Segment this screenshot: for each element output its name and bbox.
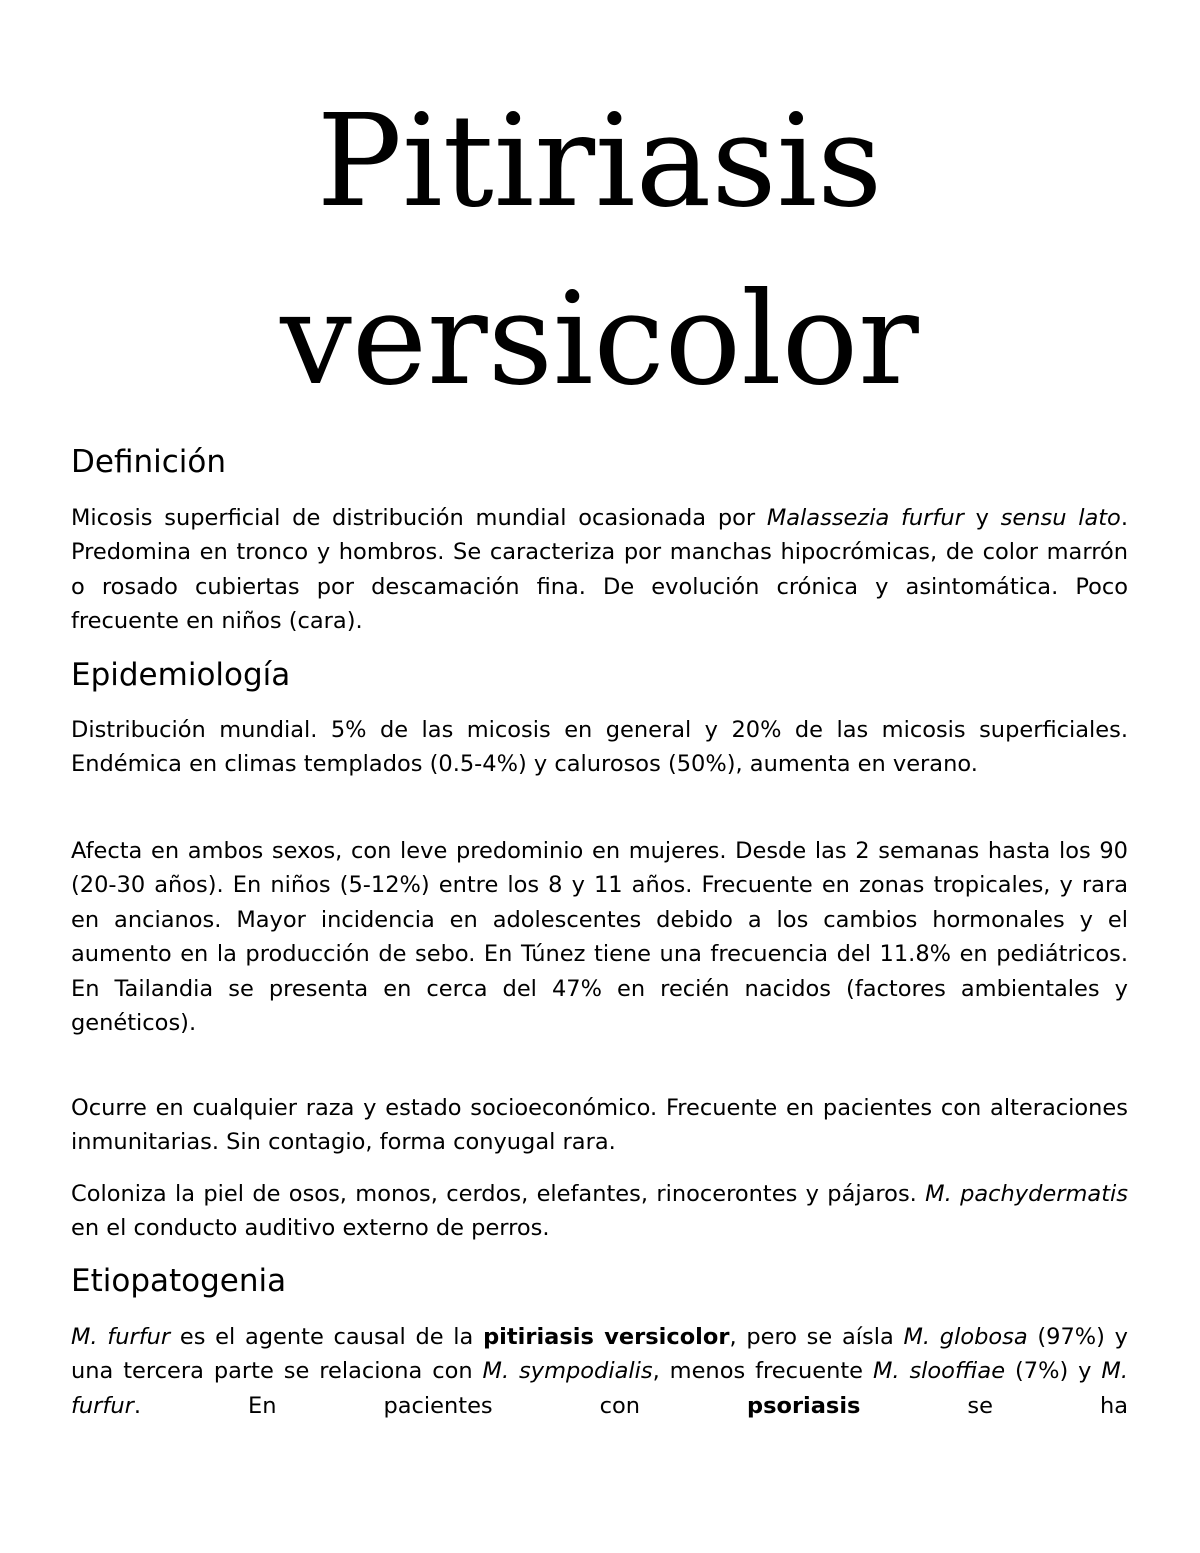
paragraph-definicion (71, 501, 1128, 639)
heading-etiopatogenia: Etiopatogenia (71, 1263, 287, 1299)
text-run: en el conducto auditivo externo de perros. (71, 1215, 550, 1242)
paragraph-epidemiologia-1: Distribución mundial. 5% de las micosis en general y 20% de las micosis superficiales. Endémica en climas templados (0.5-4%) y calurosos (50%), aumenta en verano. (71, 717, 1128, 778)
text-run: y (963, 505, 1001, 531)
bold-term: psoriasis (746, 1392, 861, 1419)
italic-term: M. slooffiae (872, 1358, 1006, 1385)
text-run: (7%) y (1005, 1358, 1102, 1385)
italic-term: Malassezia furfur (766, 505, 964, 531)
bold-term: pitiriasis versicolor (483, 1324, 730, 1350)
paragraph-epidemiologia-3: Ocurre en cualquier raza y estado socioeconómico. Frecuente en pacientes con alteraciones inmunitarias. Sin contagio, forma conyugal rara. (71, 1095, 1128, 1156)
italic-term: M. furfur (71, 1358, 1128, 1419)
italic-term: M. furfur (71, 1324, 171, 1350)
text-run: Coloniza la piel de osos, monos, cerdos, elefantes, rinocerontes y pájaros. (71, 1181, 926, 1207)
text-run: (97%) y una tercera parte se relaciona con (71, 1324, 1128, 1385)
italic-term: M. pachydermatis (925, 1181, 1128, 1207)
document-title (71, 72, 1128, 428)
text-run: es el agente causal de la (170, 1324, 484, 1350)
paragraph-epidemiologia-4 (71, 1177, 1128, 1246)
title-line-1: Pitiriasis (316, 87, 883, 235)
document-page (71, 0, 1128, 1419)
heading-epidemiologia: Epidemiología (71, 657, 291, 693)
text-run: , pero se aísla (729, 1324, 904, 1350)
title-line-2: versicolor (280, 265, 919, 413)
italic-term: M. sympodialis (482, 1358, 653, 1385)
paragraph-etiopatogenia (71, 1320, 1128, 1423)
text-run: . Predomina en tronco y hombros. Se caracteriza por manchas hipocrómicas, de color marrón o rosado cubiertas por descamación fina. De evolución crónica y asintomática. Poco frecuente en niños (cara). (71, 505, 1128, 635)
heading-definicion: Definición (71, 444, 226, 480)
italic-term: sensu lato (1000, 505, 1121, 531)
text-run: , menos frecuente (652, 1358, 873, 1385)
text-run: Micosis superficial de distribución mundial ocasionada por (71, 505, 767, 531)
italic-term: M. globosa (903, 1324, 1028, 1350)
text-run: . En pacientes con (133, 1392, 747, 1419)
paragraph-epidemiologia-2: Afecta en ambos sexos, con leve predominio en mujeres. Desde las 2 semanas hasta los 90 (20-30 años). En niños (5-12%) entre los 8 y 11 años. Frecuente en zonas tropicales, y rara en ancianos. Mayor incidencia en adolescentes debido a los cambios hormonales y el aumento en la producción de sebo. En Túnez tiene una frecuencia del 11.8% en pediátricos. En Tailandia se presenta en cerca del 47% en recién nacidos (factores ambientales y genéticos). (71, 838, 1128, 1037)
text-run: se ha (860, 1392, 1128, 1419)
